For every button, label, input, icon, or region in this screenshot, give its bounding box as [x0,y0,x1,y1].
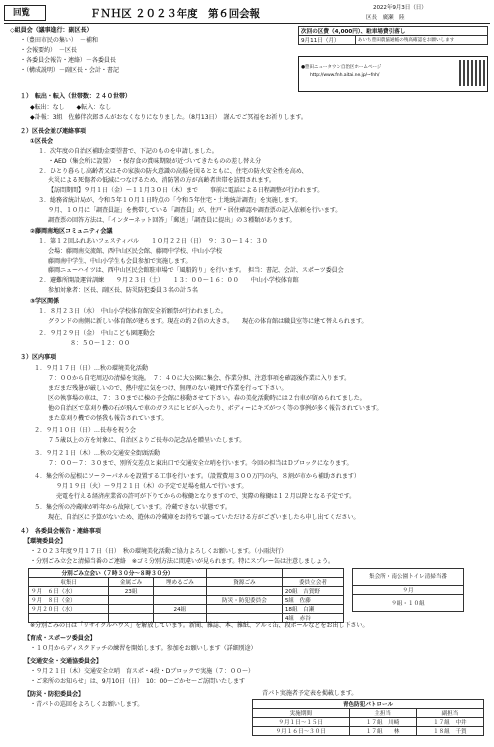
section2-line: ９月、１０月に「調査員証」を携帯している「調査員」が、住戸・居住確認や調査票の記入依頼を行います。 [48,207,342,214]
patrol-table [252,699,484,736]
section2-line: 火災による死傷者の低減につなげるため、消防署の方が高齢者世帯を訪問されます。 [48,177,275,184]
section2-line: 【訪問期間】９月１日（金）～１１月３０日（木）まで 事前に電話による日程調整が行われます。 [48,187,324,194]
section2-line: １．次年度の自治区補助金要望書で、下記のものを申請しました。 [38,148,218,155]
garbage-duty-table [28,568,344,623]
section2-line: 藤岡南中学生、中山小学生も会員参加で実施します。 [48,258,192,265]
environment-line: ・分別ごみ立会と清掃当番のご連絡 ※ゴミ分別方法に間違いが見られます。特にスプレー缶は注意しましょう。 [30,558,334,565]
section1-line: ◆転出：なし ◆転入：なし [30,104,112,111]
section3-line: 他の自治区で草刈り機の石が飛んで車のガラスにヒビが入ったり、ボディーにキズがつく等の事例が多く報告されています。 [48,405,383,412]
park-cleaning-table [352,568,464,612]
homepage-link[interactable]: http://www.fnh.aitai.ne.jp/~fnh/ [310,73,380,78]
homepage-label: ●豊田ニュータウン自治区ホームページ [301,65,382,70]
environment-note: ※分別ごみの日は「リサイクルハウス」を解放しています。新聞、雑誌、本、雑紙、アルミ缶、段ボールなどをお出し下さい。 [30,622,369,629]
table-header: 埋めるごみ [153,578,206,587]
section2-line: ２．避難所開設運営訓練 ９月２３日（土） １３：００～１６：００ 中山小学校体育館 [38,277,299,284]
table-row: ９月２０日（水） 24組 18組 白瀬 [29,605,344,614]
section3-line: ７：００～７：３０まで、別所交差点と東出口で交通安全立哨を行います。今回の担当はＤブロックになります。 [48,460,353,467]
section2-line: ３．総務省統計局が、令和５年１０月１日時点の「令和５年住宅・土地統計調査」を実施します。 [38,197,302,204]
section2-line: １．第１２回ふれあいフェスティバル １０月２２日（日） ９：３０～１４：３０ [38,238,268,245]
garbage-duty-title: 分別ごみ立会い（７時３０分～８時３０分） [29,569,207,578]
section2-sub-heading: ②藤岡南地区コミュニティ会議 [30,228,113,235]
fee-notice-title: 次回の区費（4,000円）、駐車場費引落し [299,27,488,36]
issue-date: 2022年9月3日（日） [373,5,427,11]
sports-heading: 【育成・スポーツ委員会】 [24,635,96,642]
section3-line: １．９月１７日（日）…秋の環境美化活動 [34,365,148,372]
org-row: ・各委員会報告・連絡）－各委員長 [20,57,116,64]
section3-line: ３．９月２１日（木）…秋の交通安全街頭活動 [34,450,160,457]
org-row: ・（豊田市民の集い） －補和 [20,37,98,44]
section3-line: まだまだ残暑が厳しいので、熱中症に気をつけ、無理のない範囲で作業を行って下さい。 [48,385,288,392]
park-cleaning-title: 集会所・南公園トイレ清掃当番 [353,569,464,586]
section2-sub-heading: ③学区関係 [30,298,60,305]
header-rule [4,23,490,24]
qr-code-icon [459,60,485,86]
park-cleaning-groups: ９組・１０組 [353,595,464,612]
section3-line: ７５歳以上の方を対象に、自治区よりご長寿の記念品を贈呈いたします。 [48,437,246,444]
section2-line: １．８月２３日（水） 中山小学校体育館安全祈願祭が行われました。 [38,308,227,315]
table-row: ９月１６日～３０日 １７組 林 １８組 千賀 [253,727,484,736]
table-header: 副担当 [416,709,483,718]
fee-notice-text: あいち豊田農協通帳の残高確認をお願いします [355,36,487,45]
park-cleaning-month: ９月 [353,586,464,595]
table-row: ９月１日～１５日 １７組 川崎 １７組 中井 [253,718,484,727]
org-row: ・（構成説明）－副区長・会計・書記 [20,67,119,74]
section3-line: ９月１９日（火）～９月２１日（木）の予定で足場を組んで行います。 [56,483,248,490]
section2-line: ２．ひとり暮らし高齢者又はその家族の防火意識の高揚を図るとともに、住宅の防火安全性を高め、 [38,168,308,175]
section2-line: 会場：藤岡南交流館、西中山区民会館、藤岡中学校、中山小学校 [48,248,222,255]
section3-heading: ３）区内事項 [20,354,56,361]
section2-line: ２．９月２９日（金） 中山こども園運動会 [38,330,155,337]
section2-line: グランドの南側に新しい体育館が建ちます。現在の約２倍の大きさ。 現在の体育館は職員室等に建て替えられます。 [48,318,368,325]
page-title: ＦＮＨ区 ２０２３年度 第６回会報 [90,8,260,20]
section3-line: ７：００から自宅周辺の清掃を実施。 ７：４０に大公園に集会、作業分担、注意事項を確認後作業に入ります。 [48,375,351,382]
table-header: 金属ごみ [109,578,153,587]
section3-line: 区の執事場の車は、７：３０までに棟の予会館に移動させて下さい。春の美化活動時には２台車が留められてました。 [48,395,366,402]
table-header: 委員立会者 [282,578,343,587]
traffic-line: ・９月２１日（木）交通安全立哨 育スポ・4役・Dブロックで実施（７：００～） [30,668,255,675]
patrol-caption: 青パト実施者予定表を掲載します。 [262,690,358,697]
crime-prevention-heading: 【防災・防犯委員会】 [24,691,84,698]
section4-heading: ４） 各委員会報告・連絡事項 [20,528,101,535]
table-header: 主担当 [349,709,416,718]
environment-heading: 【環境委員会】 [24,538,66,545]
section2-sub-heading: ①区長会 [30,138,54,145]
table-row: ９月 ６日（水） 23組 20組 吉賀野 [29,587,344,596]
section3-line: 売電を行える経済産業省の許可が下りてからの稼働となりますので、実際の稼働は１２月以降となる予定です。 [56,493,356,500]
section2-line: 参加対象者：区長、副区長、防災防犯委員３名の計５名 [48,287,198,294]
section2-line: ８：５０～１２：００ [70,340,130,347]
section2-line: 藤岡ニューハイツは、西中山区民会館駐車場で「風船釣り」を行います。 担当：書記、会計、スポーツ委員会 [48,267,344,274]
environment-line: ・２０２３年度９月１７日（日） 秋の環境美化活動ご協力よろしくお願いします。（小雨決行） [30,548,288,555]
section2-line: 調査票の回答方法は、「インターネット回答」「郵送」「調査員に提出」の３種類があります。 [48,217,296,224]
section3-line: ５．集会所の冷蔵庫が昨年から故障しています。冷蔵できない状態です。 [34,504,231,511]
section2-line: ・AED（集会所に設置） ・保存食の賞味期限が近づいてきたものの差し替え分 [48,158,262,165]
table-row: 4組 赤谷 [29,614,344,623]
table-header: 収集日 [29,578,109,587]
crime-prevention-line: ・青パトの巡回をよろしくお願いします。 [30,701,144,708]
section1-heading: １） 転出・転入（世帯数：２４０世帯） [20,93,131,100]
issue-author: 区長 廣瀬 陸 [366,15,405,21]
traffic-heading: 【交通安全・交通協委員会】 [24,658,102,665]
section3-line: ４．集会所の屋根にソーラーパネルを設置する工事を行います。（設置費用３００万円の内、８割が市から補助されます） [34,473,360,480]
table-row: ９月 ８日（金） 防災・防犯委員会 5組 佐藤 [29,596,344,605]
circular-badge-label: 回覧 [13,8,30,18]
section1-line: ◆訃報：3組 佐藤伴次郎さんがおなくなりになりました。（8月13日） 謹んでご冥福をお祈りします。 [30,114,307,121]
org-heading: ◇組員会（議事進行：副区長） [10,27,93,34]
sports-line: ・１０月からディスクドッチの練習を開始します。参加をお願いします（詳細別途） [30,645,257,652]
table-header: 実施期間 [253,709,350,718]
section3-line: ２．９月１０日（日）…長寿を祝う会 [34,427,136,434]
fee-notice-date: 9月11日（月） [299,36,356,45]
fee-notice-table [298,26,488,45]
patrol-title: 青色防犯パトロール [253,700,484,709]
org-row: ・会報要約） －区長 [20,47,77,54]
traffic-line: ・ご来所のお知らせ」は、9月10日（日） 10：00～ごかセ～ご訪問いたします [30,678,246,685]
section2-heading: ２）区長会並び連絡事項 [20,128,86,135]
section3-line: 現在、自治区に予算がないため、遊休の冷蔵庫をお持ちで譲っていただける方がございましたら申し出てください。 [48,514,360,521]
table-header: 資源ごみ [207,578,283,587]
section3-line: また草刈り機での怪我も報告されています。 [48,415,168,422]
